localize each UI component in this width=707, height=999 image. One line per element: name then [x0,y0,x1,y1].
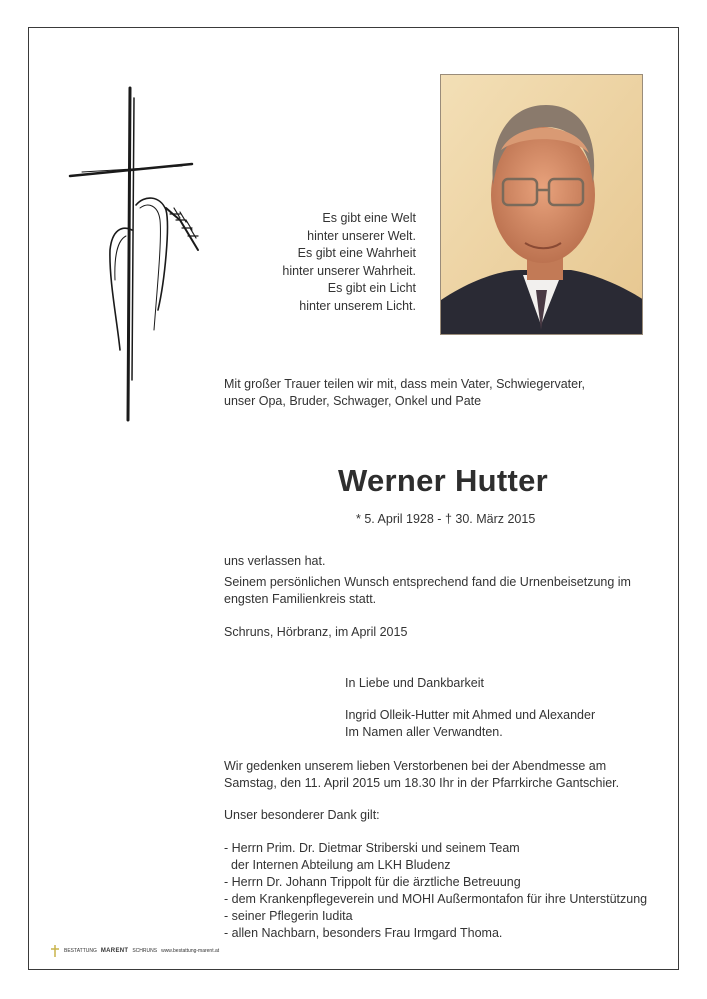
thanks-heading [224,807,674,824]
wish-line: Seinem persönlichen Wunsch entsprechend fand die Urnenbeisetzung im [224,575,631,589]
portrait-photo [440,74,643,335]
burial-wish-text [224,574,674,608]
poem-line: hinter unserer Welt. [307,228,416,243]
intro-line: unser Opa, Bruder, Schwager, Onkel und Pate [224,394,482,408]
mass-line: Samstag, den 11. April 2015 um 18.30 Ihr in der Pfarrkirche Gantschier. [224,776,620,790]
thanks-item: - Herrn Prim. Dr. Dietmar Striberski und seinem Team [224,841,520,855]
thanks-item: - seiner Pflegerin Iudita [224,909,353,923]
life-dates: * 5. April 1928 - † 30. März 2015 [356,512,536,526]
logo-town: SCHRUNS [132,948,158,954]
logo-url: www.bestattung-marent.at [161,948,220,954]
funeral-home-logo [50,945,219,957]
mass-line: Wir gedenken unserem lieben Verstorbenen bei der Abendmesse am [224,759,607,773]
closing-phrase [345,675,707,692]
family-line: Ingrid Olleik-Hutter mit Ahmed und Alexander [345,708,596,722]
place-date-line: Schruns, Hörbranz, im April 2015 [224,625,408,639]
cross-with-wheat-icon [62,80,212,425]
place-date [224,624,674,641]
wish-line: engsten Familienkreis statt. [224,592,377,606]
logo-cross-icon [50,945,60,957]
passed-line: uns verlassen hat. [224,554,326,568]
poem-line: Es gibt eine Wahrheit [297,246,416,261]
family-signature [345,707,707,741]
intro-text [224,376,644,410]
poem-line: hinter unserer Wahrheit. [282,263,416,278]
thanks-heading-line: Unser besonderer Dank gilt: [224,808,380,822]
thanks-item: - Herrn Dr. Johann Trippolt für die ärztliche Betreuung [224,875,521,889]
closing-line: In Liebe und Dankbarkeit [345,676,484,690]
thanks-item: - allen Nachbarn, besonders Frau Irmgard Thoma. [224,926,503,940]
deceased-name: Werner Hutter [338,463,549,498]
poem-line: Es gibt eine Welt [322,211,416,225]
passed-text [224,553,674,570]
mass-announcement [224,758,674,792]
family-line: Im Namen aller Verwandten. [345,725,503,739]
thanks-item: der Internen Abteilung am LKH Bludenz [224,858,451,872]
poem-line: hinter unserem Licht. [299,298,416,313]
intro-line: Mit großer Trauer teilen wir mit, dass mein Vater, Schwiegervater, [224,377,586,391]
logo-prefix: BESTATTUNG [64,948,97,954]
poem-line: Es gibt ein Licht [327,281,416,296]
poem [282,210,416,316]
logo-brand: MARENT [100,948,129,954]
thanks-item: - dem Krankenpflegeverein und MOHI Außermontafon für ihre Unterstützung [224,892,648,906]
thanks-list [224,840,674,942]
